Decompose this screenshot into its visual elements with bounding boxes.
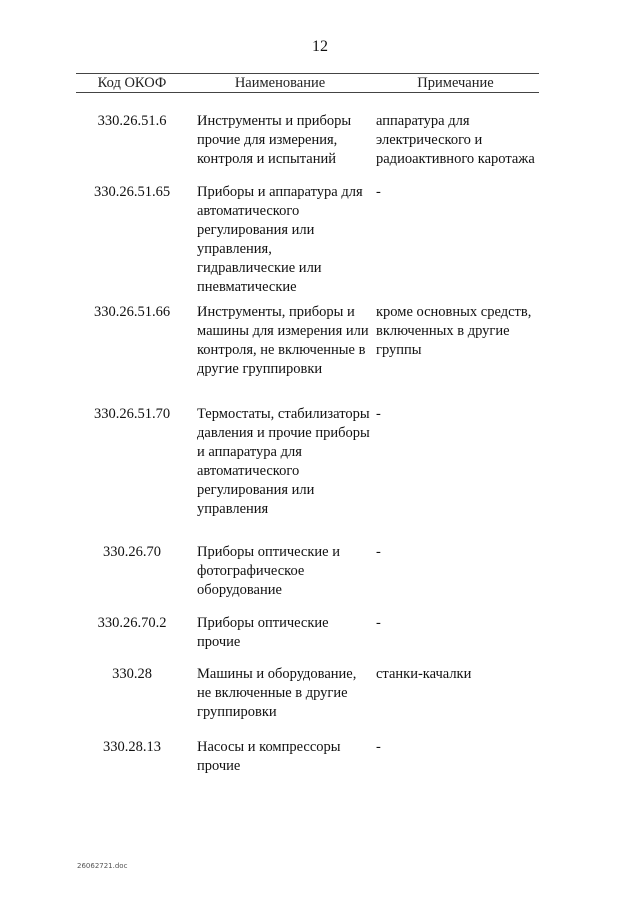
okof-code: 330.26.51.66 <box>93 304 171 320</box>
item-name: Машины и оборудование, не включенные в другие группировки <box>197 666 357 720</box>
item-note: - <box>376 615 381 631</box>
header-note: Примечание <box>417 75 494 91</box>
item-note: - <box>376 544 381 560</box>
item-name: Термостаты, стабилизаторы давления и прочие приборы и аппаратура для автоматического регулирования или управления <box>197 406 370 517</box>
okof-code: 330.28 <box>112 666 152 682</box>
item-note: кроме основных средств, включенных в другие группы <box>376 304 532 358</box>
item-name: Приборы оптические и фотографическое оборудование <box>197 544 340 598</box>
okof-code: 330.26.51.65 <box>93 184 171 200</box>
item-note: аппаратура для электрического и радиоактивного каротажа <box>376 113 535 167</box>
page-number: 12 <box>312 38 328 55</box>
okof-code: 330.26.70 <box>103 544 161 560</box>
header-code: Код ОКОФ <box>97 75 167 91</box>
okof-code: 330.26.51.70 <box>93 406 171 422</box>
okof-code: 330.26.51.6 <box>97 113 167 129</box>
okof-code: 330.26.70.2 <box>97 615 167 631</box>
item-name: Инструменты и приборы прочие для измерения, контроля и испытаний <box>197 113 352 167</box>
item-note: - <box>376 739 381 755</box>
item-name: Приборы оптические прочие <box>197 615 329 650</box>
item-note: - <box>376 184 381 200</box>
header-bottom-rule <box>76 92 539 93</box>
item-name: Инструменты, приборы и машины для измерения или контроля, не включенные в другие группировки <box>197 304 369 377</box>
okof-code: 330.28.13 <box>103 739 161 755</box>
item-name: Насосы и компрессоры прочие <box>197 739 341 774</box>
header-top-rule <box>76 73 539 74</box>
item-note: - <box>376 406 381 422</box>
item-name: Приборы и аппаратура для автоматического регулирования или управления, гидравлические или пневматические <box>197 184 363 295</box>
item-note: станки-качалки <box>376 666 472 682</box>
header-name: Наименование <box>234 75 326 91</box>
footer-filename: 26062721.doc <box>77 862 128 870</box>
